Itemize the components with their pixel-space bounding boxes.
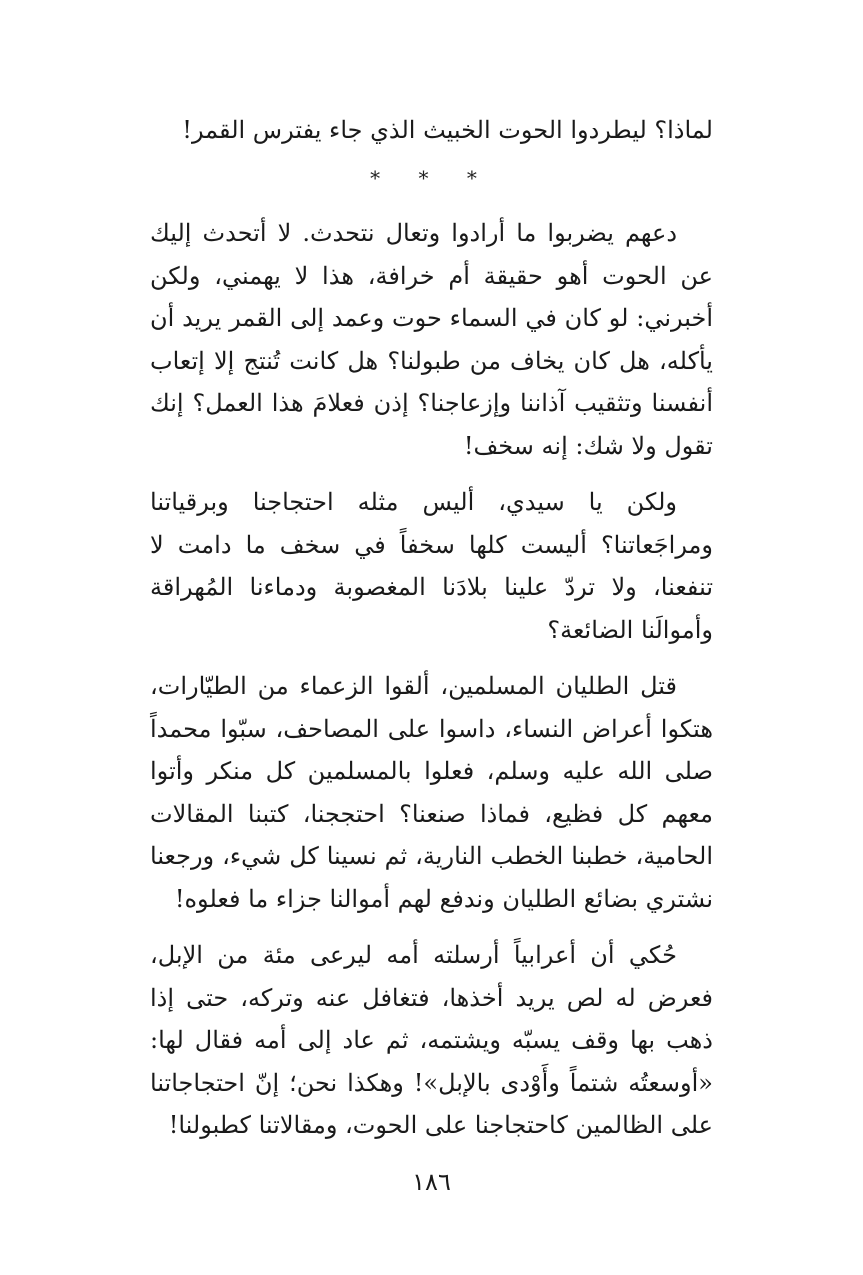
page-number: ١٨٦	[412, 1168, 451, 1196]
paragraph-4: حُكي أن أعرابياً أرسلته أمه ليرعى مئة من الإبل، فعرض له لص يريد أخذها، فتغافل عنه وتركه، حتى إذا ذهب بها وقف يسبّه ويشتمه، ثم عاد إلى أمه فقال لها: «أوسعتُه شتماً وأَوْدى بالإبل»! وهكذا نحن؛ إنّ احتجاجاتنا على الظالمين كاحتجاجنا على الحوت، ومقالاتنا كطبولنا!	[150, 941, 713, 1139]
section-separator: * * *	[370, 166, 493, 190]
paragraph-2: ولكن يا سيدي، أليس مثله احتجاجنا وبرقياتنا ومراجَعاتنا؟ أليست كلها سخفاً في سخف ما دامت لا تنفعنا، ولا تردّ علينا بلادَنا المغصوبة ودماءنا المُهراقة وأموالَنا الضائعة؟	[150, 488, 713, 644]
paragraph-3: قتل الطليان المسلمين، ألقوا الزعماء من الطيّارات، هتكوا أعراض النساء، داسوا على المصاحف، سبّوا محمداً صلى الله عليه وسلم، فعلوا بالمسلمين كل منكر وأتوا معهم كل فظيع، فماذا صنعنا؟ احتججنا، كتبنا المقالات الحامية، خطبنا الخطب النارية، ثم نسينا كل شيء، ورجعنا نشتري بضائع الطليان وندفع لهم أموالنا جزاء ما فعلوه!	[150, 672, 713, 913]
opening-line: لماذا؟ ليطردوا الحوت الخبيث الذي جاء يفترس القمر!	[182, 116, 713, 144]
page-body	[150, 108, 713, 1161]
paragraph-1: دعهم يضربوا ما أرادوا وتعال نتحدث. لا أتحدث إليك عن الحوت أهو حقيقة أم خرافة، هذا لا يهمني، ولكن أخبرني: لو كان في السماء حوت وعمد إلى القمر يريد أن يأكله، هل كان يخاف من طبولنا؟ هل كانت تُنتج إلا إتعاب أنفسنا وتثقيب آذاننا وإزعاجنا؟ إذن فعلامَ هذا العمل؟ إنك تقول ولا شك: إنه سخف!	[150, 219, 713, 460]
